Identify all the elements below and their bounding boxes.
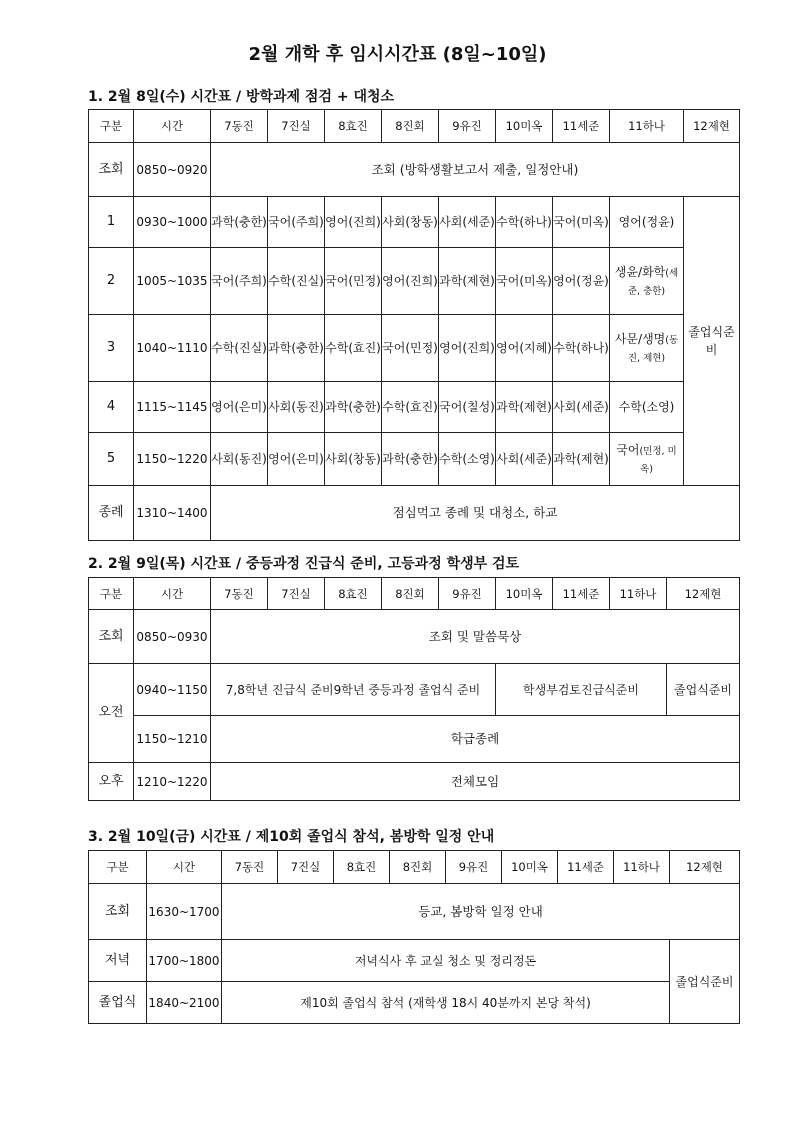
assembly-activity: 전체모임 bbox=[211, 763, 740, 801]
row-label: 2 bbox=[89, 248, 134, 315]
homeroom-activity: 학급종례 bbox=[211, 716, 740, 763]
header-cell: 시간 bbox=[134, 110, 211, 143]
morning-row bbox=[89, 610, 740, 664]
header-cell: 구분 bbox=[89, 110, 134, 143]
class-cell: 사회(창동) bbox=[382, 197, 439, 248]
header-cell: 8진회 bbox=[390, 851, 446, 884]
header-cell: 구분 bbox=[89, 578, 134, 610]
class-cell: 국어(민정, 미옥) bbox=[610, 433, 684, 486]
header-cell: 8진회 bbox=[382, 110, 439, 143]
header-cell: 10미옥 bbox=[496, 578, 553, 610]
time-cell: 0850~0930 bbox=[134, 610, 211, 664]
class-cell: 영어(정윤) bbox=[610, 197, 684, 248]
class-cell: 수학(효진) bbox=[382, 382, 439, 433]
class-cell: 영어(진희) bbox=[382, 248, 439, 315]
class-cell: 영어(은미) bbox=[211, 382, 268, 433]
header-cell: 12제현 bbox=[684, 110, 740, 143]
row-label: 조회 bbox=[89, 143, 134, 197]
section2-heading: 2. 2월 9일(목) 시간표 / 중등과정 진급식 준비, 고등과정 학생부 검토 bbox=[88, 556, 520, 572]
class-cell: 과학(충한) bbox=[211, 197, 268, 248]
class-cell: 사회(동진) bbox=[211, 433, 268, 486]
header-cell: 7동진 bbox=[211, 110, 268, 143]
header-cell: 10미옥 bbox=[502, 851, 558, 884]
ceremony-row bbox=[89, 982, 740, 1024]
class-cell: 사회(세준) bbox=[496, 433, 553, 486]
promotion-prep-cell: 7,8학년 진급식 준비9학년 중등과정 졸업식 준비 bbox=[211, 664, 496, 716]
row-label: 종례 bbox=[89, 486, 134, 541]
closing-row bbox=[89, 486, 740, 541]
time-cell: 1005~1035 bbox=[134, 248, 211, 315]
class-cell: 영어(은미) bbox=[268, 433, 325, 486]
evening-activity: 저녁식사 후 교실 청소 및 정리정돈 bbox=[222, 940, 670, 982]
header-cell: 7동진 bbox=[222, 851, 278, 884]
header-cell: 9유진 bbox=[446, 851, 502, 884]
class-cell: 영어(정윤) bbox=[553, 248, 610, 315]
class-cell: 국어(민정) bbox=[382, 315, 439, 382]
class-cell: 국어(주희) bbox=[268, 197, 325, 248]
header-cell: 8효진 bbox=[334, 851, 390, 884]
row-label: 저녁 bbox=[89, 940, 147, 982]
row-label: 4 bbox=[89, 382, 134, 433]
header-cell: 11하나 bbox=[614, 851, 670, 884]
pm-row bbox=[89, 763, 740, 801]
header-cell: 11하나 bbox=[610, 110, 684, 143]
time-cell: 0930~1000 bbox=[134, 197, 211, 248]
time-cell: 1150~1210 bbox=[134, 716, 211, 763]
class-cell: 국어(민정) bbox=[325, 248, 382, 315]
am-row-2 bbox=[89, 716, 740, 763]
class-cell: 사회(동진) bbox=[268, 382, 325, 433]
record-review-cell: 학생부검토진급식준비 bbox=[496, 664, 667, 716]
period-row-3 bbox=[89, 315, 740, 382]
morning-activity: 등교, 봄방학 일정 안내 bbox=[222, 884, 740, 940]
time-cell: 1150~1220 bbox=[134, 433, 211, 486]
header-cell: 7동진 bbox=[211, 578, 268, 610]
row-label: 졸업식 bbox=[89, 982, 147, 1024]
class-cell: 과학(제현) bbox=[496, 382, 553, 433]
graduation-prep-cell: 졸업식준비 bbox=[684, 197, 740, 486]
header-cell: 11세준 bbox=[553, 110, 610, 143]
period-row-2 bbox=[89, 248, 740, 315]
period-row-4 bbox=[89, 382, 740, 433]
class-cell: 수학(소영) bbox=[610, 382, 684, 433]
class-cell: 수학(효진) bbox=[325, 315, 382, 382]
class-cell: 사회(창동) bbox=[325, 433, 382, 486]
header-cell: 8효진 bbox=[325, 578, 382, 610]
header-cell: 8효진 bbox=[325, 110, 382, 143]
header-cell: 11하나 bbox=[610, 578, 667, 610]
class-cell: 수학(진실) bbox=[211, 315, 268, 382]
header-cell: 7진실 bbox=[278, 851, 334, 884]
row-label: 오전 bbox=[89, 664, 134, 763]
class-cell: 사회(세준) bbox=[553, 382, 610, 433]
morning-row bbox=[89, 884, 740, 940]
header-cell: 8진회 bbox=[382, 578, 439, 610]
class-cell: 영어(진희) bbox=[439, 315, 496, 382]
header-row bbox=[89, 851, 740, 884]
class-cell: 과학(제현) bbox=[553, 433, 610, 486]
class-cell: 영어(지혜) bbox=[496, 315, 553, 382]
row-label: 조회 bbox=[89, 884, 147, 940]
timetable-feb8 bbox=[88, 109, 740, 541]
class-cell: 국어(미옥) bbox=[553, 197, 610, 248]
am-row-1 bbox=[89, 664, 740, 716]
class-cell: 수학(하나) bbox=[496, 197, 553, 248]
row-label: 5 bbox=[89, 433, 134, 486]
row-label: 1 bbox=[89, 197, 134, 248]
class-cell: 영어(진희) bbox=[325, 197, 382, 248]
header-cell: 시간 bbox=[147, 851, 222, 884]
closing-activity: 점심먹고 종례 및 대청소, 하교 bbox=[211, 486, 740, 541]
graduation-prep-cell: 졸업식준비 bbox=[670, 940, 740, 1024]
class-cell: 수학(진실) bbox=[268, 248, 325, 315]
page-title: 2월 개학 후 임시시간표 (8일~10일) bbox=[248, 44, 547, 65]
header-cell: 9유진 bbox=[439, 110, 496, 143]
header-cell: 12제현 bbox=[670, 851, 740, 884]
timetable-feb10 bbox=[88, 850, 740, 1024]
header-cell: 9유진 bbox=[439, 578, 496, 610]
period-row-5 bbox=[89, 433, 740, 486]
class-cell: 과학(제현) bbox=[439, 248, 496, 315]
header-cell: 11세준 bbox=[553, 578, 610, 610]
header-cell: 7진실 bbox=[268, 110, 325, 143]
class-cell: 과학(충한) bbox=[268, 315, 325, 382]
time-cell: 1115~1145 bbox=[134, 382, 211, 433]
class-cell: 국어(주희) bbox=[211, 248, 268, 315]
time-cell: 1700~1800 bbox=[147, 940, 222, 982]
timetable-feb9 bbox=[88, 577, 740, 801]
section1-heading: 1. 2월 8일(수) 시간표 / 방학과제 점검 + 대청소 bbox=[88, 89, 395, 105]
row-label: 조회 bbox=[89, 610, 134, 664]
row-label: 오후 bbox=[89, 763, 134, 801]
class-cell: 사회(세준) bbox=[439, 197, 496, 248]
row-label: 3 bbox=[89, 315, 134, 382]
time-cell: 0850~0920 bbox=[134, 143, 211, 197]
class-cell: 과학(충한) bbox=[382, 433, 439, 486]
class-cell: 국어(칠성) bbox=[439, 382, 496, 433]
time-cell: 1310~1400 bbox=[134, 486, 211, 541]
time-cell: 1040~1110 bbox=[134, 315, 211, 382]
time-cell: 1210~1220 bbox=[134, 763, 211, 801]
section3-heading: 3. 2월 10일(금) 시간표 / 제10회 졸업식 참석, 봄방학 일정 안내 bbox=[88, 829, 495, 845]
class-cell: 국어(미옥) bbox=[496, 248, 553, 315]
header-cell: 7진실 bbox=[268, 578, 325, 610]
time-cell: 1840~2100 bbox=[147, 982, 222, 1024]
class-cell: 사문/생명(동진, 제현) bbox=[610, 315, 684, 382]
class-cell: 수학(하나) bbox=[553, 315, 610, 382]
header-cell: 구분 bbox=[89, 851, 147, 884]
ceremony-activity: 제10회 졸업식 참석 (재학생 18시 40분까지 본당 착석) bbox=[222, 982, 670, 1024]
class-cell: 생윤/화학(세준, 충한) bbox=[610, 248, 684, 315]
time-cell: 0940~1150 bbox=[134, 664, 211, 716]
morning-activity: 조회 (방학생활보고서 제출, 일정안내) bbox=[211, 143, 740, 197]
header-cell: 10미옥 bbox=[496, 110, 553, 143]
morning-row bbox=[89, 143, 740, 197]
time-cell: 1630~1700 bbox=[147, 884, 222, 940]
class-cell: 과학(충한) bbox=[325, 382, 382, 433]
header-row bbox=[89, 578, 740, 610]
period-row-1 bbox=[89, 197, 740, 248]
header-cell: 12제현 bbox=[667, 578, 740, 610]
header-row bbox=[89, 110, 740, 143]
graduation-prep-cell: 졸업식준비 bbox=[667, 664, 740, 716]
evening-row bbox=[89, 940, 740, 982]
class-cell: 수학(소영) bbox=[439, 433, 496, 486]
header-cell: 11세준 bbox=[558, 851, 614, 884]
morning-activity: 조회 및 말씀묵상 bbox=[211, 610, 740, 664]
header-cell: 시간 bbox=[134, 578, 211, 610]
